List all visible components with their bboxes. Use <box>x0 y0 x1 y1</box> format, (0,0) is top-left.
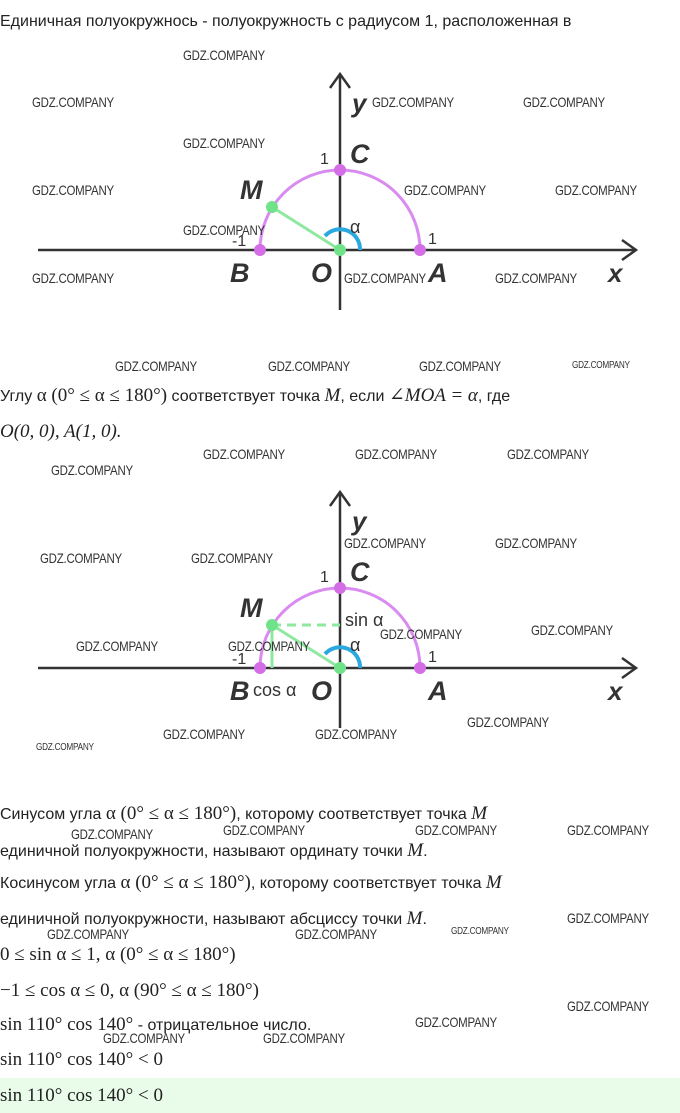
watermark: GDZ.COMPANY <box>355 446 437 462</box>
label-m: M <box>240 593 263 623</box>
watermark: GDZ.COMPANY <box>415 822 497 838</box>
cos-alpha-label: cos α <box>253 680 297 700</box>
angle-label: α <box>350 635 361 655</box>
label-m: M <box>240 175 263 205</box>
watermark: GDZ.COMPANY <box>183 47 265 63</box>
watermark: GDZ.COMPANY <box>76 638 158 654</box>
point-c <box>334 164 346 176</box>
point-a <box>414 662 426 674</box>
watermark: GDZ.COMPANY <box>567 910 649 926</box>
sin-alpha-label: sin α <box>345 610 384 630</box>
tick-1-y: 1 <box>320 569 329 586</box>
axis-y-label: y <box>352 88 367 118</box>
angle-label: α <box>350 217 361 237</box>
definition-line-1: Углу α (0° ≤ α ≤ 180°) соответствует точка M, если ∠MOA = α, где <box>0 385 511 406</box>
watermark: GDZ.COMPANY <box>163 726 245 742</box>
sine-definition-line-2: единичной полуокружности, называют ординату точки M. <box>0 840 428 861</box>
watermark: GDZ.COMPANY <box>372 94 454 110</box>
sine-cosine-diagram <box>0 478 680 728</box>
cos-range-formula: −1 ≤ cos α ≤ 0, α (90° ≤ α ≤ 180°) <box>0 980 259 1001</box>
point-b <box>254 662 266 674</box>
watermark: GDZ.COMPANY <box>415 1014 497 1030</box>
point-b <box>254 244 266 256</box>
watermark: GDZ.COMPANY <box>191 550 273 566</box>
tick-1-y: 1 <box>320 151 329 168</box>
watermark: GDZ.COMPANY <box>344 270 426 286</box>
tick-minus1: -1 <box>232 233 247 250</box>
point-m <box>266 619 278 631</box>
watermark: GDZ.COMPANY <box>36 742 94 753</box>
tick-minus1: -1 <box>232 651 247 668</box>
watermark: GDZ.COMPANY <box>495 270 577 286</box>
label-b: B <box>230 676 250 706</box>
axis-x-label: x <box>608 258 623 288</box>
watermark: GDZ.COMPANY <box>315 726 397 742</box>
axis-x-label: x <box>608 676 623 706</box>
watermark: GDZ.COMPANY <box>223 822 305 838</box>
watermark: GDZ.COMPANY <box>47 926 129 942</box>
sine-definition-line-1: Синусом угла α (0° ≤ α ≤ 180°), которому соответствует точка M <box>0 803 488 824</box>
watermark: GDZ.COMPANY <box>263 1030 345 1046</box>
watermark: GDZ.COMPANY <box>183 222 265 238</box>
label-b: B <box>230 258 250 288</box>
watermark: GDZ.COMPANY <box>71 826 153 842</box>
point-o <box>334 244 346 256</box>
point-o <box>334 662 346 674</box>
label-a: A <box>428 676 448 706</box>
label-o: O <box>311 676 333 706</box>
product-inequality: sin 110° cos 140° < 0 <box>0 1049 163 1070</box>
watermark: GDZ.COMPANY <box>203 446 285 462</box>
point-a <box>414 244 426 256</box>
product-statement: sin 110° cos 140° - отрицательное число. <box>0 1014 312 1035</box>
tick-1-x: 1 <box>428 231 437 248</box>
point-c <box>334 582 346 594</box>
sin-range-formula: 0 ≤ sin α ≤ 1, α (0° ≤ α ≤ 180°) <box>0 944 236 965</box>
watermark: GDZ.COMPANY <box>555 182 637 198</box>
watermark: GDZ.COMPANY <box>404 182 486 198</box>
watermark: GDZ.COMPANY <box>40 550 122 566</box>
intro-text: Единичная полуокружнось - полуокружность с радиусом 1, расположенная в <box>0 13 572 30</box>
tick-1-x: 1 <box>428 649 437 666</box>
answer-formula: sin 110° cos 140° < 0 <box>0 1085 163 1106</box>
watermark: GDZ.COMPANY <box>572 360 630 371</box>
watermark: GDZ.COMPANY <box>531 622 613 638</box>
watermark: GDZ.COMPANY <box>344 535 426 551</box>
watermark: GDZ.COMPANY <box>32 270 114 286</box>
point-m <box>266 201 278 213</box>
label-c: C <box>350 557 370 587</box>
watermark: GDZ.COMPANY <box>32 94 114 110</box>
watermark: GDZ.COMPANY <box>183 135 265 151</box>
watermark: GDZ.COMPANY <box>380 626 462 642</box>
watermark: GDZ.COMPANY <box>295 926 377 942</box>
watermark: GDZ.COMPANY <box>495 535 577 551</box>
watermark: GDZ.COMPANY <box>523 94 605 110</box>
label-c: C <box>350 139 370 169</box>
watermark: GDZ.COMPANY <box>228 638 310 654</box>
cosine-definition-line-2: единичной полуокружности, называют абсциссу точки M. <box>0 908 427 929</box>
answer-box <box>0 1078 680 1113</box>
watermark: GDZ.COMPANY <box>419 358 501 374</box>
watermark: GDZ.COMPANY <box>507 446 589 462</box>
definition-line-2: O(0, 0), A(1, 0). <box>0 421 122 442</box>
watermark: GDZ.COMPANY <box>115 358 197 374</box>
radius-om <box>272 207 340 250</box>
label-o: O <box>311 258 333 288</box>
label-a: A <box>428 258 448 288</box>
watermark: GDZ.COMPANY <box>567 822 649 838</box>
cosine-definition-line-1: Косинусом угла α (0° ≤ α ≤ 180°), которому соответствует точка M <box>0 872 502 893</box>
watermark: GDZ.COMPANY <box>32 182 114 198</box>
watermark: GDZ.COMPANY <box>51 462 133 478</box>
watermark: GDZ.COMPANY <box>567 998 649 1014</box>
axis-y-label: y <box>352 506 367 536</box>
watermark: GDZ.COMPANY <box>451 926 509 937</box>
watermark: GDZ.COMPANY <box>268 358 350 374</box>
watermark: GDZ.COMPANY <box>103 1030 185 1046</box>
watermark: GDZ.COMPANY <box>467 714 549 730</box>
